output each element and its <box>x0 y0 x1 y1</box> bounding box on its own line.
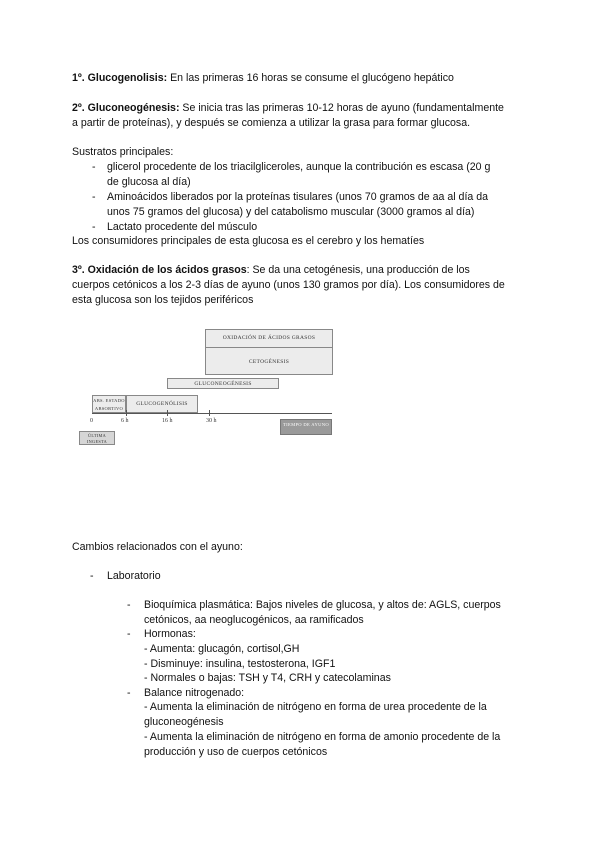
diagram-tick-16h: 16 h <box>162 418 173 424</box>
section2-line2: a partir de proteínas), y después se comienza a utilizar la grasa para formar glucosa. <box>72 117 471 129</box>
substrate-item-1-l2: de glucosa al día) <box>107 176 191 188</box>
substrate-item-2-l1: Aminoácidos liberados por la proteínas tisulares (unos 70 gramos de aa al día da <box>107 191 489 203</box>
diagram-tick-30h: 30 h <box>206 418 217 424</box>
bullet-dash: - <box>127 687 131 699</box>
diagram-tick-6h: 6 h <box>121 418 129 424</box>
section1-text: En las primeras 16 horas se consume el glucógeno hepático <box>167 72 454 84</box>
consumers-text: Los consumidores principales de esta glucosa es el cerebro y los hematíes <box>72 235 425 247</box>
hormones-increase: - Aumenta: glucagón, cortisol,GH <box>144 643 300 655</box>
section2-line1: Se inicia tras las primeras 10-12 horas de ayuno (fundamentalmente <box>179 102 504 114</box>
section1-paragraph <box>72 71 532 86</box>
section3-title: 3º. Oxidación de los ácidos grasos <box>72 264 247 276</box>
substrate-item-2-l2: unos 75 gramos del glucosa) y del catabolismo muscular (3000 gramos al día) <box>107 206 475 218</box>
bullet-dash: - <box>92 221 96 233</box>
changes-heading: Cambios relacionados con el ayuno: <box>72 541 243 553</box>
section2-paragraph <box>72 101 532 116</box>
hormones-heading: Hormonas: <box>144 628 196 640</box>
section3-line1: : Se da una cetogénesis, una producción de los <box>246 264 470 276</box>
balance-l4: producción y uso de cuerpos cetónicos <box>144 746 328 758</box>
biochem-l1: Bioquímica plasmática: Bajos niveles de glucosa, y altos de: AGLS, cuerpos <box>144 599 501 611</box>
diagram-tick-mark <box>209 410 210 416</box>
biochem-l2: cetónicos, aa neoglucogénicos, aa ramificados <box>144 614 364 626</box>
diagram-oxidation-box: OXIDACIÓN DE ÁCIDOS GRASOS <box>205 329 333 347</box>
section3-paragraph <box>72 263 532 278</box>
balance-l1: - Aumenta la eliminación de nitrógeno en forma de urea procedente de la <box>144 701 487 713</box>
diagram-absorptive-box: ABS. ESTADO ABSORTIVO <box>92 395 126 413</box>
substrates-heading: Sustratos principales: <box>72 146 174 158</box>
diagram-ketogenesis-box: CETOGÉNESIS <box>205 347 333 375</box>
section3-line2: cuerpos cetónicos a los 2-3 días de ayuno (unos 130 gramos por día). Los consumidores de <box>72 279 505 291</box>
hormones-normal: - Normales o bajas: TSH y T4, CRH y catecolaminas <box>144 672 391 684</box>
hormones-decrease: - Disminuye: insulina, testosterona, IGF1 <box>144 658 336 670</box>
bullet-dash: - <box>90 570 94 582</box>
diagram-fasting-time-box: TIEMPO DE AYUNO <box>280 419 332 435</box>
section3-line3: esta glucosa son los tejidos periféricos <box>72 294 254 306</box>
diagram-time-axis <box>92 413 332 414</box>
balance-l2: gluconeogénesis <box>144 716 224 728</box>
substrate-item-1-l1: glicerol procedente de los triacilgliceroles, aunque la contribución es escasa (20 g <box>107 161 491 173</box>
bullet-dash: - <box>92 161 96 173</box>
diagram-gluconeogenesis-box: GLUCONEOGÉNESIS <box>167 378 279 389</box>
diagram-tick-mark <box>167 410 168 416</box>
balance-l3: - Aumenta la eliminación de nitrógeno en forma de amonio procedente de la <box>144 731 501 743</box>
lab-item: Laboratorio <box>107 570 161 582</box>
section2-title: 2º. Gluconeogénesis: <box>72 102 180 114</box>
diagram-tick-0: 0 <box>90 418 93 424</box>
substrate-item-3-l1: Lactato procedente del músculo <box>107 221 258 233</box>
balance-heading: Balance nitrogenado: <box>144 687 245 699</box>
diagram-glycogenolysis-box: GLUCOGENÓLISIS <box>126 395 198 413</box>
bullet-dash: - <box>92 191 96 203</box>
section1-title: 1º. Glucogenolisis: <box>72 72 168 84</box>
bullet-dash: - <box>127 628 131 640</box>
diagram-last-meal-box: ÚLTIMA INGESTA <box>79 431 115 445</box>
diagram-tick-mark <box>126 410 127 416</box>
bullet-dash: - <box>127 599 131 611</box>
